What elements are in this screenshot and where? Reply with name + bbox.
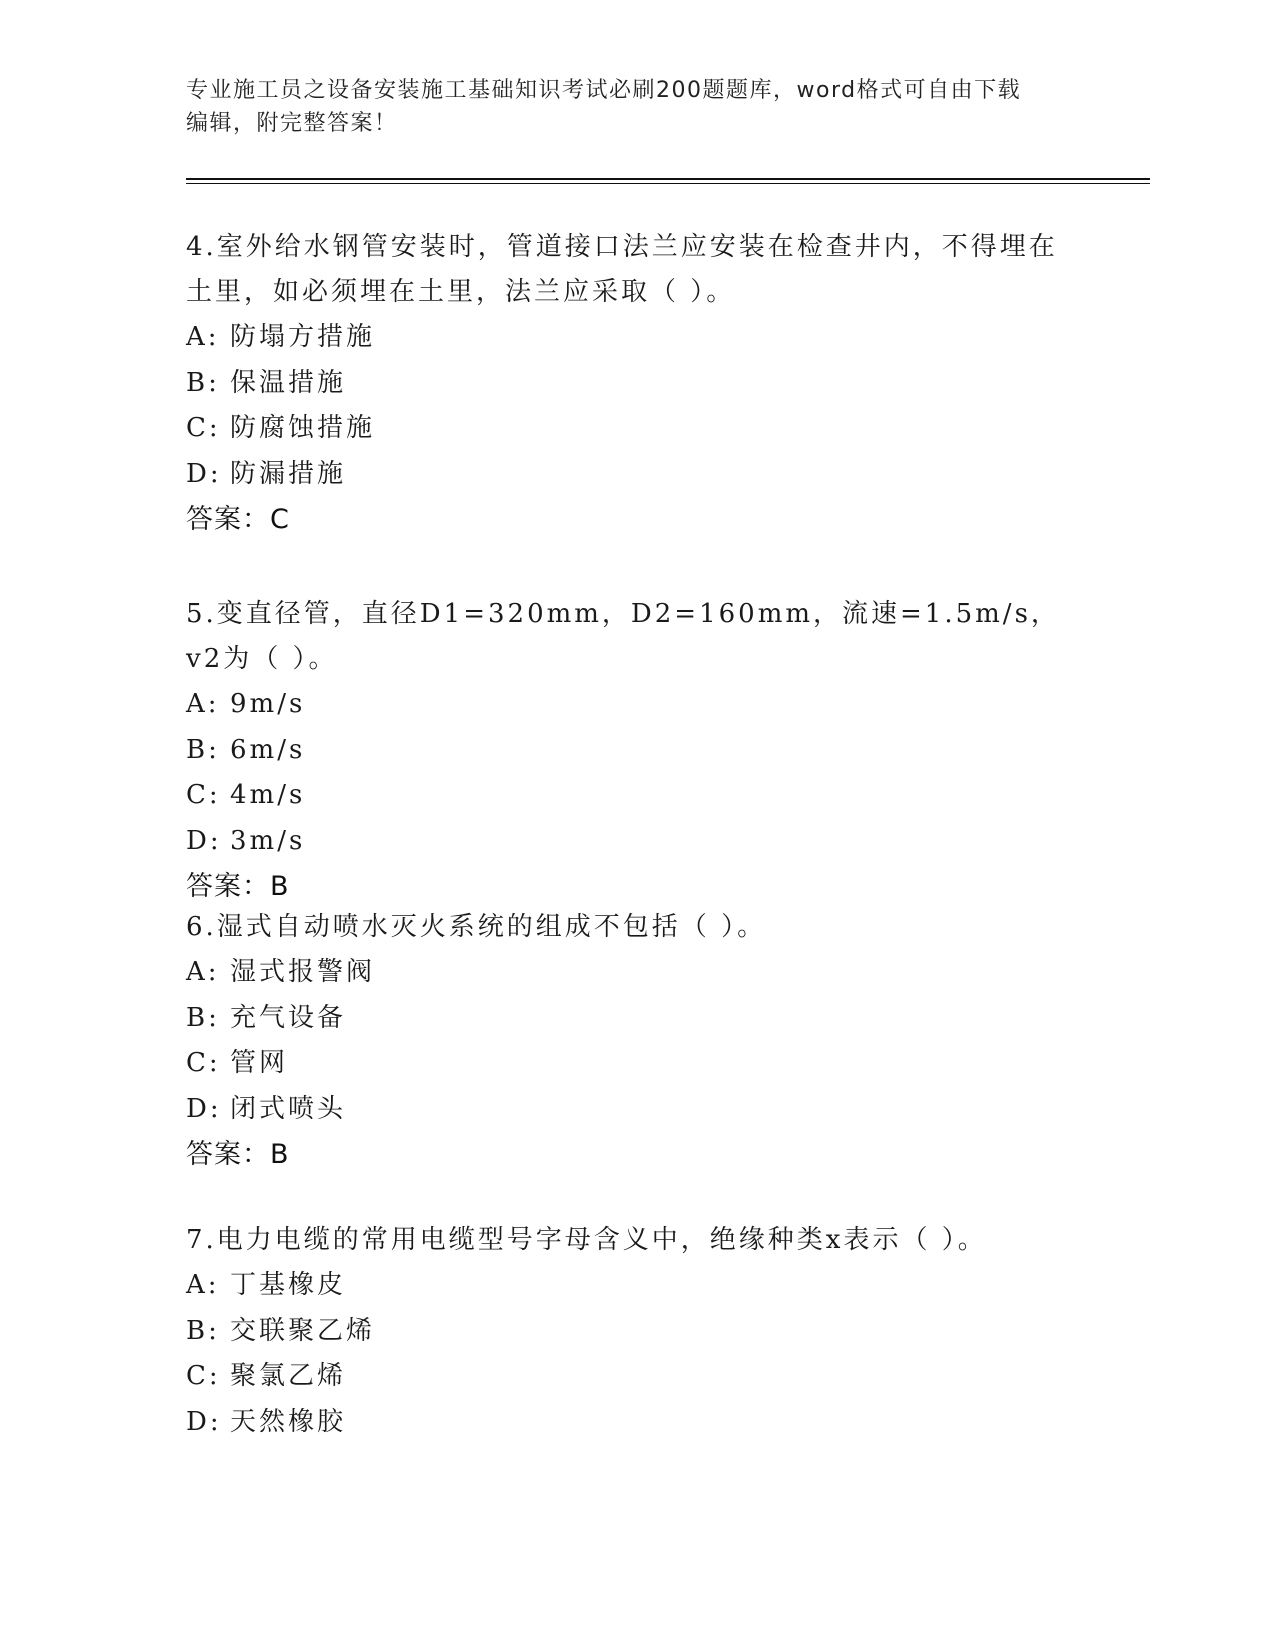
option-b xyxy=(186,361,1086,407)
option-key: C: xyxy=(186,1361,221,1391)
question-4 xyxy=(186,225,1086,542)
question-5 xyxy=(186,592,1086,909)
answer-line: 答案：C xyxy=(186,504,290,535)
question-7 xyxy=(186,1218,1086,1445)
option-text: 防漏措施 xyxy=(230,458,347,489)
option-key: A: xyxy=(186,957,220,987)
option-text: 3m/s xyxy=(230,825,306,856)
option-text: 6m/s xyxy=(230,734,306,765)
option-key: C: xyxy=(186,780,221,810)
option-key: C: xyxy=(186,1048,221,1078)
option-a xyxy=(186,950,1086,996)
document-header xyxy=(186,74,1066,140)
option-key: B: xyxy=(186,1002,220,1033)
option-key: B: xyxy=(186,1315,220,1346)
answer-line: 答案：B xyxy=(186,1139,290,1170)
option-key: D: xyxy=(186,1093,222,1124)
option-b xyxy=(186,996,1086,1042)
option-key: B: xyxy=(186,367,220,398)
answer-line: 答案：B xyxy=(186,871,290,902)
option-d xyxy=(186,1400,1086,1446)
option-text: 9m/s xyxy=(230,689,306,719)
option-text: 保温措施 xyxy=(230,367,347,398)
option-text: 防腐蚀措施 xyxy=(230,413,376,443)
option-key: D: xyxy=(186,458,222,489)
header-line-2: 编辑，附完整答案！ xyxy=(186,111,398,136)
option-b xyxy=(186,728,1086,774)
option-key: C: xyxy=(186,413,221,443)
question-6 xyxy=(186,905,1086,1177)
option-text: 天然橡胶 xyxy=(230,1406,347,1437)
option-c xyxy=(186,406,1086,452)
option-text: 4m/s xyxy=(230,780,306,810)
question-stem-line: 5.变直径管，直径D1=320mm，D2=160mm，流速=1.5m/s，v2为（ ）。 xyxy=(186,599,1060,674)
header-divider-thin xyxy=(186,183,1150,184)
option-text: 闭式喷头 xyxy=(230,1093,347,1124)
option-text: 丁基橡皮 xyxy=(230,1270,347,1300)
question-stem-line: 土里，如必须埋在土里，法兰应采取（ ）。 xyxy=(186,277,736,307)
option-c xyxy=(186,773,1086,819)
option-text: 充气设备 xyxy=(230,1002,347,1033)
option-key: D: xyxy=(186,825,222,856)
option-key: A: xyxy=(186,322,220,352)
question-stem-line: 7.电力电缆的常用电缆型号字母含义中，绝缘种类x表示（ ）。 xyxy=(186,1225,987,1255)
option-a xyxy=(186,1263,1086,1309)
option-c xyxy=(186,1354,1086,1400)
option-c xyxy=(186,1041,1086,1087)
option-text: 防塌方措施 xyxy=(230,322,376,352)
option-d xyxy=(186,452,1086,498)
option-text: 湿式报警阀 xyxy=(230,957,376,987)
header-line-1: 专业施工员之设备安装施工基础知识考试必刷200题题库，word格式可自由下载 xyxy=(186,78,1022,103)
option-a xyxy=(186,315,1086,361)
option-text: 管网 xyxy=(230,1048,289,1078)
question-stem-line: 4.室外给水钢管安装时，管道接口法兰应安装在检查井内，不得埋在 xyxy=(186,232,1058,262)
option-text: 聚氯乙烯 xyxy=(230,1361,347,1391)
option-d xyxy=(186,819,1086,865)
option-key: D: xyxy=(186,1406,222,1437)
option-key: A: xyxy=(186,689,220,719)
option-d xyxy=(186,1087,1086,1133)
option-a xyxy=(186,682,1086,728)
question-stem-line: 6.湿式自动喷水灭火系统的组成不包括（ ）。 xyxy=(186,912,767,942)
option-key: B: xyxy=(186,734,220,765)
option-text: 交联聚乙烯 xyxy=(230,1315,376,1346)
header-divider-thick xyxy=(186,178,1150,180)
option-b xyxy=(186,1309,1086,1355)
option-key: A: xyxy=(186,1270,220,1300)
